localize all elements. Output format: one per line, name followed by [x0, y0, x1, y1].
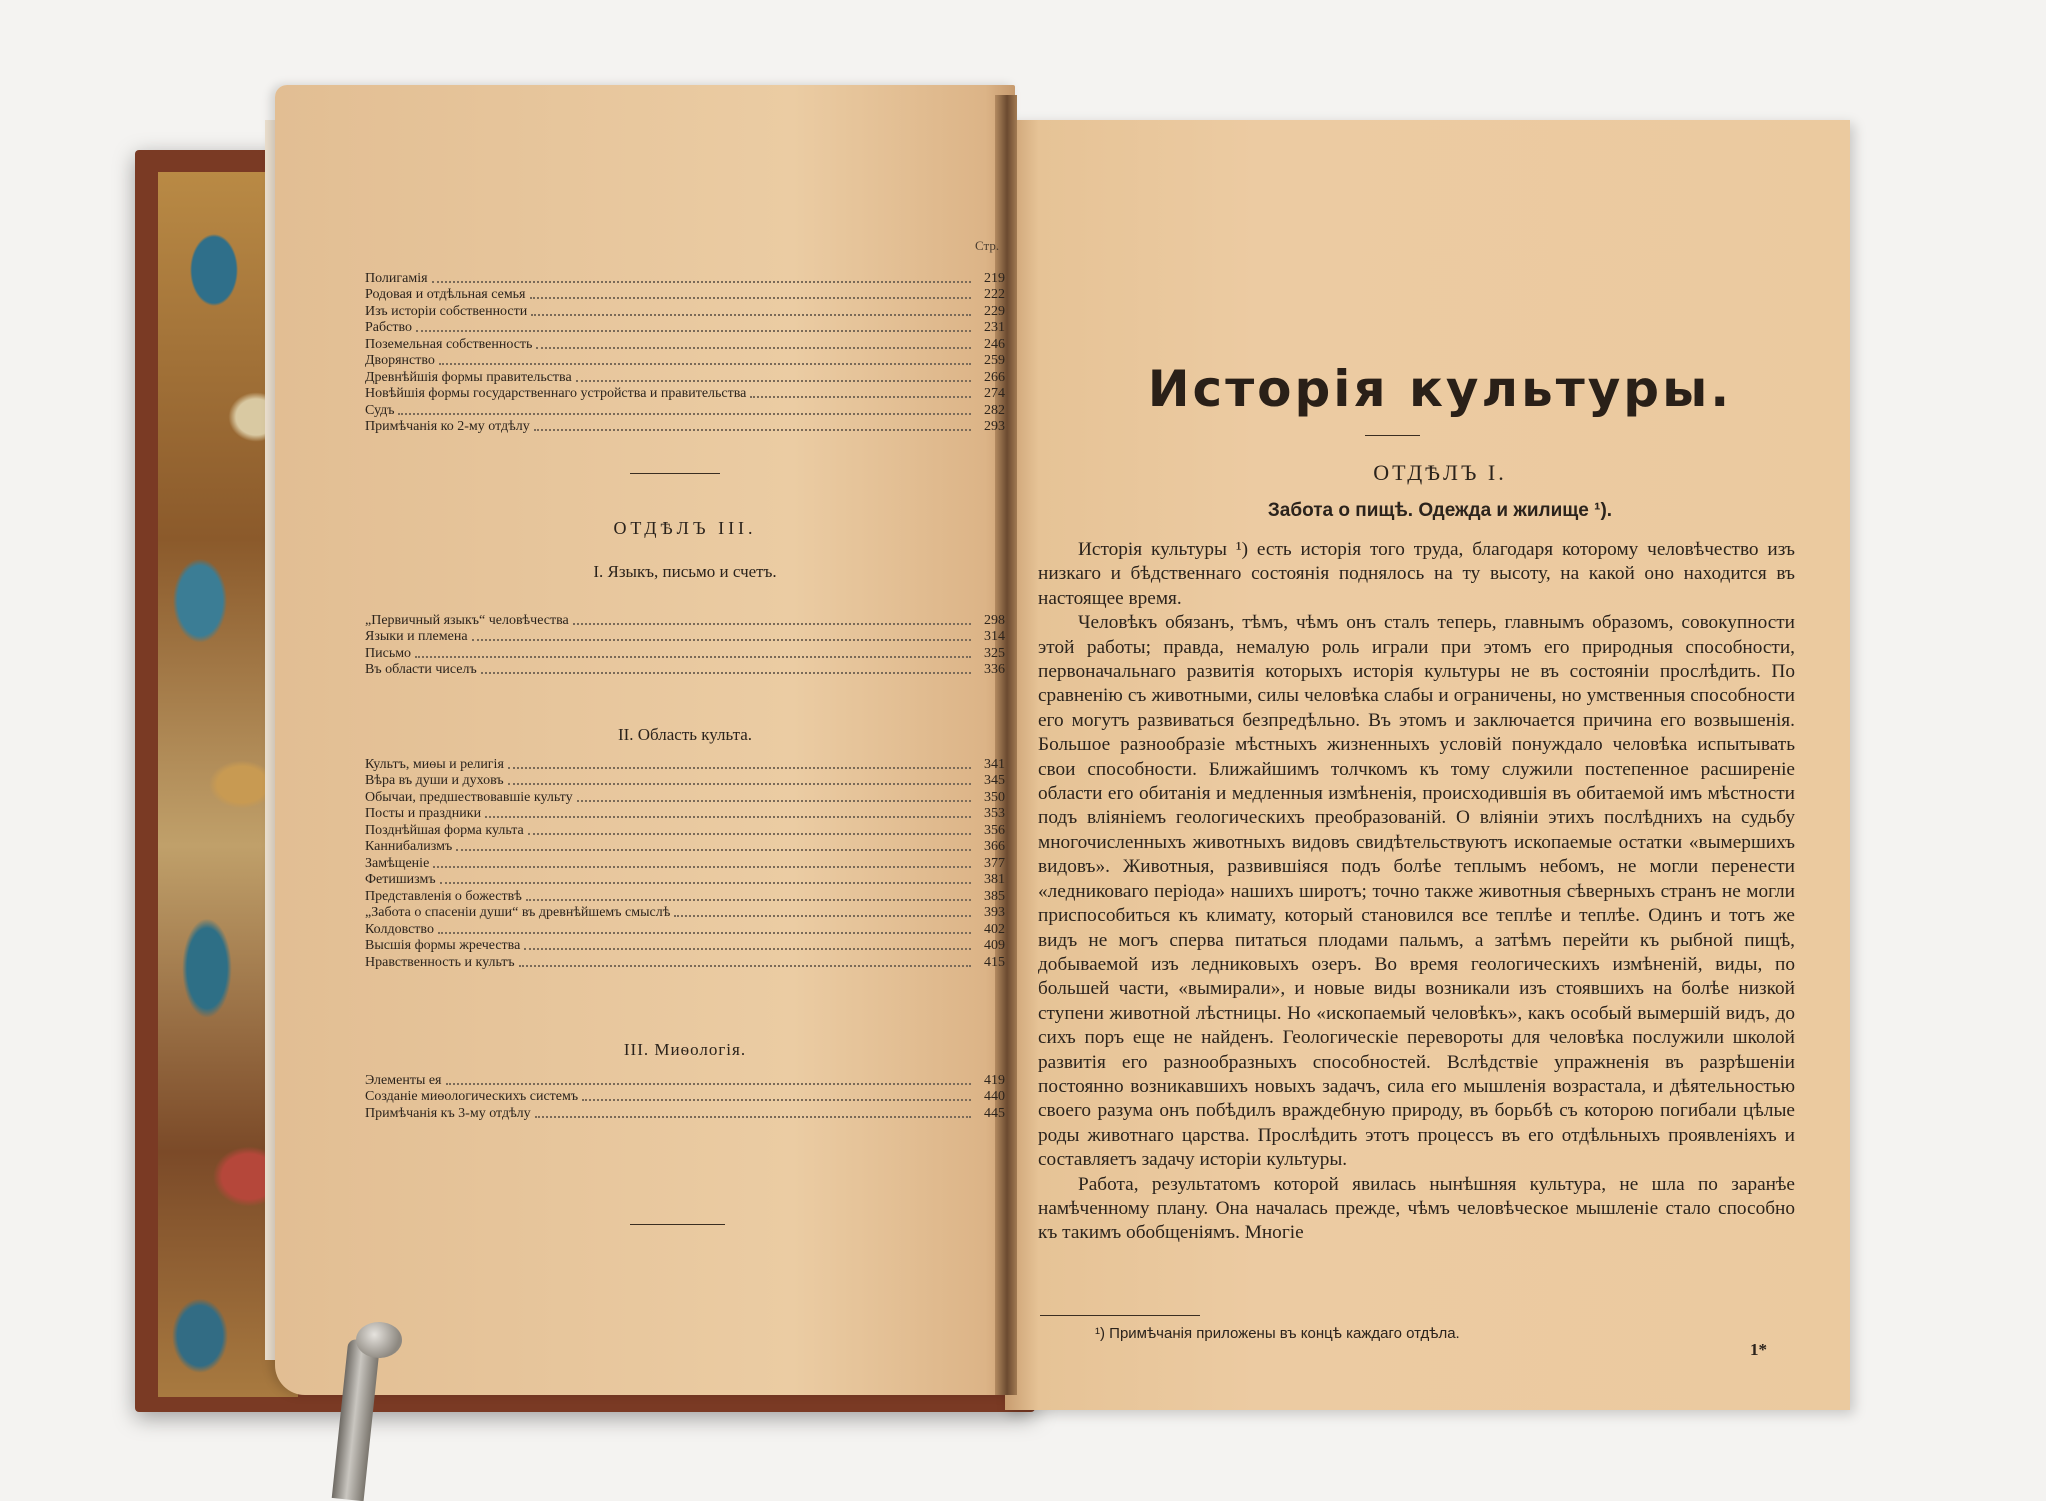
toc-title: Языки и племена — [365, 629, 468, 644]
toc-page-number: 266 — [984, 369, 1005, 385]
toc-row — [365, 320, 1005, 337]
toc-page-number: 336 — [984, 662, 1005, 677]
toc-row — [365, 386, 1005, 403]
body-text — [1038, 538, 1795, 1246]
toc-row — [365, 888, 1005, 905]
divider — [630, 1224, 725, 1225]
subsection-title-3: III. Миѳологія. — [623, 1040, 747, 1059]
toc-leader-dots — [573, 623, 971, 625]
toc-page-number: 246 — [984, 336, 1005, 352]
toc-title: Культъ, миѳы и религія — [365, 756, 504, 772]
toc-title: Колдовство — [365, 921, 434, 937]
toc-title: Поземельная собственность — [365, 336, 533, 352]
toc-row — [365, 806, 1005, 823]
toc-block-top — [365, 270, 1005, 435]
toc-page-number: 377 — [984, 855, 1005, 871]
toc-page-number: 409 — [984, 938, 1005, 953]
toc-page-number: 445 — [984, 1105, 1005, 1121]
toc-page-number: 366 — [984, 839, 1005, 854]
toc-page-number: 259 — [984, 353, 1005, 368]
toc-page-number: 282 — [984, 402, 1005, 418]
footnote: ¹) Примѣчанія приложены въ концѣ каждаго отдѣла. — [1095, 1325, 1460, 1342]
toc-page-number: 381 — [984, 872, 1005, 887]
toc-title: Судъ — [365, 402, 395, 418]
department-heading: ОТДѢЛЪ I. — [1373, 460, 1507, 485]
toc-row — [365, 1105, 1005, 1122]
toc-leader-dots — [438, 932, 971, 934]
toc-leader-dots — [398, 413, 971, 415]
toc-page-number: 298 — [984, 612, 1005, 628]
toc-row — [365, 1072, 1005, 1089]
toc-leader-dots — [526, 899, 971, 901]
page-column-header: Стр. — [975, 238, 1000, 253]
toc-row — [365, 645, 1005, 662]
toc-row — [365, 303, 1005, 320]
toc-title: Посты и праздники — [365, 806, 482, 821]
toc-page-number: 402 — [984, 921, 1005, 937]
paragraph: Человѣкъ обязанъ, тѣмъ, чѣмъ онъ сталъ теперь, главнымъ образомъ, совокупности этой работы; правда, немалую роль играли при этомъ его природныя способности, первоначальнаго развитія которыхъ исторія культуры не въ состояніи прослѣдить. По сравненію съ животными, силы человѣка слабы и ограничены, но умственныя способности его могутъ развиваться безпредѣльно. Въ этомъ и заключается причина его возвышенія. Большое разнообразіе мѣстныхъ жизненныхъ условій понуждало человѣка испытывать свои способности. Ближайшимъ толчкомъ къ тому служили постепенное расширеніе области его обитанія и медленныя измѣненія, происходившія въ обитаемой имъ мѣстности подъ вліяніемъ геологическихъ преобразованій. О вліяніи этихъ послѣднихъ на судьбу многочисленныхъ животныхъ видовъ свидѣтельствуютъ ископаемые остатки «вымершихъ видовъ». Животныя, развившіяся подъ болѣе теплымъ небомъ, не могли перенести «ледниковаго періода» нашихъ широтъ; точно также животныя сѣверныхъ странъ не могли приспособиться къ климату, который становился все теплѣе и теплѣе. Одинъ и тотъ же видъ не могъ сперва питаться плодами пальмъ, а затѣмъ перейти къ рыбной пищѣ, добываемой изъ ледниковыхъ озеръ. Во время геологическихъ измѣненій, виды, по большей части, «вымирали», и новые виды возникали изъ стоявшихъ на болѣе низкой ступени животной лѣстницы. Но «ископаемый человѣкъ», какъ особый вымершій видъ, до сихъ поръ еще не найденъ. Геологическіе перевороты для человѣка послужили школой развитія его разнообразныхъ способностей. Вслѣдствіе упражненія въ разрѣшеніи постоянно возникавшихъ новыхъ задачъ, сила его мышленія возрастала, и дѣятельностью своего разума онъ побѣдилъ враждебную природу, въ борьбѣ съ которою погибали цѣлые роды животнаго царства. Прослѣдить этотъ процессъ въ его отдѣльныхъ проявленіяхъ и составляетъ задачу исторіи культуры. — [1038, 612, 1795, 1171]
toc-page-number: 341 — [984, 756, 1005, 772]
toc-row — [365, 921, 1005, 938]
toc-row — [365, 662, 1005, 679]
toc-title: „Первичный языкъ“ человѣчества — [365, 612, 569, 628]
toc-page-number: 385 — [984, 888, 1005, 904]
toc-title: Примѣчанія къ 3-му отдѣлу — [365, 1105, 531, 1121]
toc-block-sub3 — [365, 1072, 1005, 1122]
toc-title: Рабство — [365, 320, 412, 335]
toc-leader-dots — [432, 281, 971, 283]
toc-row — [365, 336, 1005, 353]
toc-page-number: 350 — [984, 789, 1005, 805]
toc-page-number: 345 — [984, 773, 1005, 788]
toc-row — [365, 822, 1005, 839]
toc-row — [365, 773, 1005, 790]
toc-leader-dots — [524, 948, 971, 950]
toc-leader-dots — [485, 816, 971, 818]
toc-title: Обычаи, предшествовавшіе культу — [365, 789, 573, 805]
toc-title: Элементы ея — [365, 1072, 442, 1088]
divider — [630, 473, 720, 474]
toc-title: Дворянство — [365, 353, 435, 368]
toc-title: Вѣра въ души и духовъ — [365, 773, 504, 788]
page-number: 1* — [1750, 1340, 1767, 1359]
toc-row — [365, 954, 1005, 971]
toc-page-number: 353 — [984, 806, 1005, 821]
toc-leader-dots — [433, 866, 971, 868]
toc-page-number: 356 — [984, 822, 1005, 838]
toc-title: Примѣчанія ко 2-му отдѣлу — [365, 419, 530, 434]
toc-row — [365, 855, 1005, 872]
toc-title: Древнѣйшія формы правительства — [365, 369, 572, 385]
toc-leader-dots — [528, 833, 971, 835]
toc-row — [365, 1089, 1005, 1106]
toc-page-number: 222 — [984, 287, 1005, 302]
toc-leader-dots — [415, 656, 971, 658]
toc-row — [365, 629, 1005, 646]
toc-leader-dots — [750, 396, 971, 398]
toc-row — [365, 905, 1005, 922]
toc-title: „Забота о спасеніи души“ въ древнѣйшемъ смыслѣ — [365, 905, 671, 920]
section-title: ОТДѢЛЪ III. — [613, 518, 757, 538]
toc-title: Изъ исторіи собственности — [365, 303, 528, 319]
toc-leader-dots — [446, 1083, 971, 1085]
toc-leader-dots — [416, 330, 971, 332]
paragraph: Исторія культуры ¹) есть исторія того труда, благодаря которому человѣчество изъ низкаго и бѣдственнаго состоянія поднялось на ту высоту, на какой оно находится въ настоящее время. — [1038, 539, 1795, 609]
section-subheading: Забота о пищѣ. Одежда и жилище ¹). — [1267, 500, 1613, 521]
toc-row — [365, 353, 1005, 370]
toc-leader-dots — [535, 1116, 971, 1118]
toc-row — [365, 270, 1005, 287]
subsection-title-2: II. Область культа. — [617, 725, 753, 744]
toc-title: Высшія формы жречества — [365, 938, 521, 953]
divider — [1365, 435, 1420, 436]
toc-leader-dots — [534, 429, 971, 431]
subsection-title-1: I. Языкъ, письмо и счетъ. — [593, 562, 777, 581]
footnote-rule — [1040, 1315, 1200, 1316]
toc-leader-dots — [576, 380, 971, 382]
toc-title: Родовая и отдѣльная семья — [365, 287, 526, 302]
toc-row — [365, 287, 1005, 304]
toc-row — [365, 872, 1005, 889]
toc-row — [365, 938, 1005, 955]
toc-row — [365, 369, 1005, 386]
toc-page-number: 219 — [984, 270, 1005, 286]
toc-block-sub1 — [365, 612, 1005, 678]
toc-title: Представленія о божествѣ — [365, 888, 522, 904]
toc-title: Созданіе миѳологическихъ системъ — [365, 1089, 579, 1104]
paragraph: Работа, результатомъ которой явилась нынѣшняя культура, не шла по заранѣе намѣченному плану. Она началась прежде, чѣмъ человѣческое мышленіе стало способно къ такимъ обобщеніямъ. Многіе — [1038, 1173, 1795, 1244]
toc-leader-dots — [577, 800, 971, 802]
toc-leader-dots — [519, 965, 971, 967]
toc-title: Каннибализмъ — [365, 839, 453, 854]
toc-leader-dots — [508, 783, 971, 785]
toc-leader-dots — [536, 347, 971, 349]
toc-title: Въ области чиселъ — [365, 662, 477, 677]
toc-page-number: 274 — [984, 386, 1005, 401]
toc-row — [365, 789, 1005, 806]
toc-row — [365, 839, 1005, 856]
toc-page-number: 314 — [984, 629, 1005, 644]
toc-leader-dots — [674, 915, 971, 917]
toc-title: Письмо — [365, 645, 412, 661]
toc-page-number: 393 — [984, 905, 1005, 920]
toc-leader-dots — [508, 767, 971, 769]
toc-leader-dots — [472, 639, 971, 641]
toc-title: Новѣйшія формы государственнаго устройства и правительства — [365, 386, 747, 401]
toc-title: Фетишизмъ — [365, 872, 436, 887]
toc-leader-dots — [530, 297, 971, 299]
toc-block-sub2 — [365, 756, 1005, 971]
toc-page-number: 440 — [984, 1089, 1005, 1104]
toc-title: Замѣщеніе — [365, 855, 430, 871]
toc-leader-dots — [531, 314, 971, 316]
toc-title: Нравственность и культъ — [365, 954, 515, 970]
toc-row — [365, 402, 1005, 419]
toc-leader-dots — [439, 363, 971, 365]
toc-page-number: 415 — [984, 954, 1005, 970]
toc-row — [365, 612, 1005, 629]
toc-leader-dots — [440, 882, 971, 884]
toc-title: Позднѣйшая форма культа — [365, 822, 524, 838]
toc-leader-dots — [456, 849, 971, 851]
toc-page-number: 293 — [984, 419, 1005, 434]
toc-page-number: 419 — [984, 1072, 1005, 1088]
book-clip-cap — [356, 1322, 402, 1358]
toc-page-number: 231 — [984, 320, 1005, 335]
toc-row — [365, 419, 1005, 436]
toc-page-number: 325 — [984, 645, 1005, 661]
toc-row — [365, 756, 1005, 773]
toc-leader-dots — [582, 1099, 971, 1101]
toc-leader-dots — [481, 672, 971, 674]
chapter-title: Исторія культуры. — [1147, 360, 1733, 418]
toc-title: Полигамія — [365, 270, 428, 286]
toc-page-number: 229 — [984, 303, 1005, 319]
